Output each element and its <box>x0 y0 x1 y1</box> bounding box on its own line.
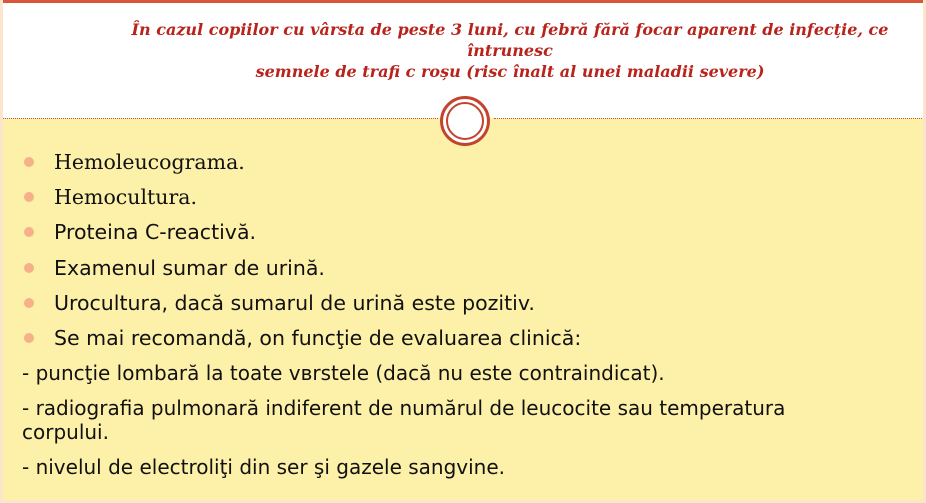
slide-content <box>0 150 926 490</box>
bullet-item-urocultura <box>0 291 926 315</box>
inner-ring <box>446 102 484 140</box>
slide-title <box>130 19 890 82</box>
double-ring-icon <box>440 96 490 146</box>
bullet-item-hemocultura <box>0 185 926 209</box>
title-line-3: semnele de trafi c roșu (risc înalt al unei maladii severe) <box>255 62 765 81</box>
bullet-dot-icon <box>24 263 34 273</box>
dash-item-punctie: - puncţie lombară la toate vвrstele (dacă nu este contraindicat). <box>22 361 665 386</box>
bullet-dot-icon <box>24 333 34 343</box>
title-line-2: întrunesc <box>467 41 553 60</box>
bullet-list <box>0 150 926 350</box>
dash-list <box>0 361 926 479</box>
bullet-text: Se mai recomandă, on funcţie de evaluarea clinică: <box>54 325 582 350</box>
bullet-item-examenul <box>0 256 926 280</box>
bullet-text: Proteina C-reactivă. <box>54 220 257 245</box>
dash-item-electroliti: - nivelul de electroliţi din ser şi gazele sangvine. <box>22 455 506 480</box>
dotted-divider-right <box>494 118 926 119</box>
bullet-dot-icon <box>24 157 34 167</box>
title-line-1: În cazul copiilor cu vârsta de peste 3 luni, cu febră fără focar aparent de infecție, ce <box>131 20 889 39</box>
bullet-dot-icon <box>24 227 34 237</box>
dash-item-radiografia: - radiografia pulmonară indiferent de numărul de leucocite sau temperatura corpului. <box>22 396 786 445</box>
dotted-divider-left <box>0 118 438 119</box>
bullet-text: Hemocultura. <box>54 185 198 210</box>
bullet-item-hemoleucograma <box>0 150 926 174</box>
bullet-text: Examenul sumar de urină. <box>54 255 325 280</box>
bullet-dot-icon <box>24 298 34 308</box>
bullet-item-recomanda <box>0 326 926 350</box>
bullet-text: Urocultura, dacă sumarul de urină este pozitiv. <box>54 290 535 315</box>
bullet-dot-icon <box>24 192 34 202</box>
bullet-item-proteina <box>0 220 926 244</box>
bullet-text: Hemoleucograma. <box>54 150 245 174</box>
